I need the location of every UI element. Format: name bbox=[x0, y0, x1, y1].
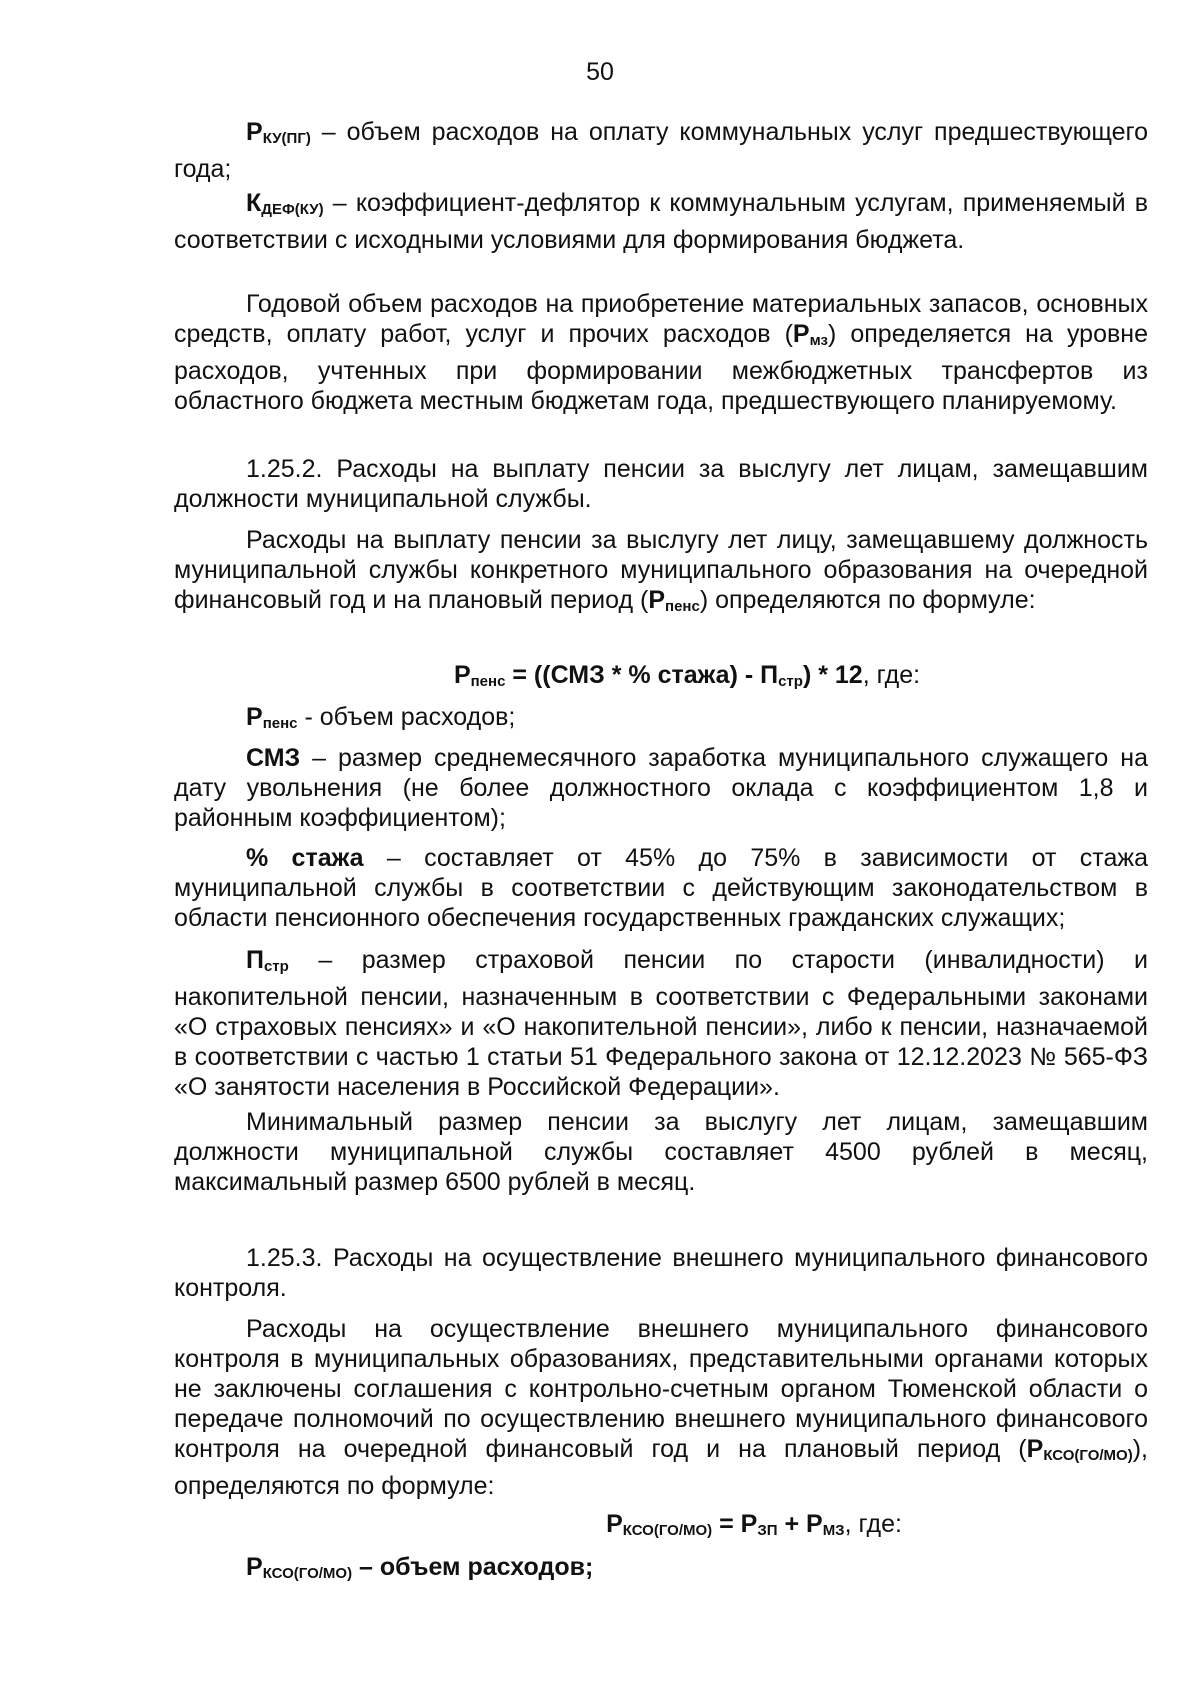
symbol: К bbox=[246, 189, 262, 217]
symbol-subscript: пенс bbox=[470, 673, 506, 690]
section-1-25-3: 1.25.3. Расходы на осуществление внешнего муниципального финансового контроля. bbox=[174, 1244, 1148, 1302]
symbol-subscript: МЗ bbox=[822, 1522, 845, 1539]
symbol: Р bbox=[453, 661, 471, 689]
definition-percent-stazh bbox=[174, 843, 1148, 933]
paragraph-text: – объем расходов; bbox=[352, 1553, 594, 1581]
formula-part: = ((СМЗ * % стажа) - П bbox=[505, 661, 779, 689]
paragraph-text: Годовой объем расходов на приобретение материальных запасов, основных средств, оплату работ, услуг и прочих расходов ( bbox=[174, 290, 1148, 348]
symbol: Р bbox=[1026, 1435, 1044, 1463]
symbol-subscript: КСО(ГО/МО) bbox=[1043, 1447, 1133, 1464]
symbol: Р bbox=[246, 1553, 263, 1581]
paragraph-text: - объем расходов; bbox=[297, 703, 516, 731]
paragraph-text: Расходы на осуществление внешнего муниципального финансового контроля в муниципальных образованиях, представительными органами которых не заключены соглашения с контрольно-счетным органом Тюменской области о передаче полномочий по осуществлению внешнего муниципального финансового контроля на очередной финансовый год и на плановый период ( bbox=[174, 1315, 1148, 1463]
symbol-subscript: пенс bbox=[262, 715, 298, 732]
definition-smz bbox=[174, 743, 1148, 833]
paragraph-text: – объем расходов на оплату коммунальных услуг предшествующего года; bbox=[174, 118, 1148, 183]
symbol-subscript: КСО(ГО/МО) bbox=[262, 1565, 353, 1582]
symbol: Р bbox=[792, 320, 810, 348]
symbol-subscript: КСО(ГО/МО) bbox=[622, 1522, 713, 1539]
symbol-subscript: стр bbox=[263, 958, 289, 975]
symbol: Р bbox=[606, 1510, 623, 1538]
paragraph-text: – размер страховой пенсии по старости (инвалидности) и накопительной пенсии, назначенным в соответствии с Федеральными законами «О страховых пенсиях» и «О накопительной пенсии», либо к пенсии, назначаемой в соответствии с частью 1 статьи 51 Федерального закона от 12.12.2023 № 565-ФЗ «О занятости населения в Российской Федерации». bbox=[174, 946, 1148, 1101]
formula-pension bbox=[200, 660, 1174, 697]
definition-p-str bbox=[174, 945, 1148, 1102]
term: % стажа bbox=[246, 844, 364, 872]
paragraph-text: – коэффициент-дефлятор к коммунальным услугам, применяемый в соответствии с исходными условиями для формирования бюджета. bbox=[174, 189, 1148, 254]
paragraph-text: ) определяются по формуле: bbox=[699, 586, 1036, 614]
paragraph-text: Расходы на выплату пенсии за выслугу лет лицу, замещавшему должность муниципальной службы конкретного муниципального образования на очередной финансовый год и на плановый период ( bbox=[174, 526, 1148, 614]
symbol-subscript: КУ(ПГ) bbox=[262, 130, 311, 147]
paragraph-annual-expenses bbox=[174, 289, 1148, 416]
formula-part: ) * 12 bbox=[802, 661, 863, 689]
formula-part: = Р bbox=[712, 1510, 758, 1538]
paragraph-text: ), определяются по формуле: bbox=[174, 1435, 1148, 1500]
paragraph-pension-expenses bbox=[174, 525, 1148, 622]
section-1-25-2: 1.25.2. Расходы на выплату пенсии за выслугу лет лицам, замещавшим должности муниципальной службы. bbox=[174, 455, 1148, 513]
formula-part: + Р bbox=[777, 1510, 823, 1538]
page-number: 50 bbox=[586, 58, 614, 86]
symbol-subscript: ЗП bbox=[757, 1522, 778, 1539]
symbol-subscript: стр bbox=[778, 673, 803, 690]
definition-p-pens bbox=[174, 702, 1148, 739]
symbol: Р bbox=[246, 703, 263, 731]
symbol-subscript: мз bbox=[809, 332, 828, 349]
paragraph-pension-limits: Минимальный размер пенсии за выслугу лет лицам, замещавшим должности муниципальной службы составляет 4500 рублей в месяц, максимальный размер 6500 рублей в месяц. bbox=[174, 1108, 1148, 1196]
symbol-subscript: пенс bbox=[665, 598, 700, 615]
symbol: Р bbox=[648, 586, 666, 614]
paragraph-text: – размер среднемесячного заработка муниципального служащего на дату увольнения (не более должностного оклада с коэффициентом 1,8 и районным коэффициентом); bbox=[174, 744, 1148, 832]
paragraph-k-def-ku bbox=[174, 188, 1148, 255]
paragraph-control-expenses bbox=[174, 1314, 1148, 1501]
term: СМЗ bbox=[246, 744, 301, 772]
paragraph-p-ku-pg bbox=[174, 117, 1148, 184]
paragraph-text: – составляет от 45% до 75% в зависимости от стажа муниципальной службы в соответствии с действующим законодательством в области пенсионного обеспечения государственных гражданских служащих; bbox=[174, 844, 1148, 932]
paragraph-text: ) определяется на уровне расходов, учтенных при формировании межбюджетных трансфертов из областного бюджета местным бюджетам года, предшествующего планируемому. bbox=[174, 320, 1148, 415]
definition-p-kso bbox=[174, 1552, 1148, 1589]
symbol: П bbox=[246, 946, 264, 974]
symbol: Р bbox=[246, 118, 263, 146]
formula-tail: , где: bbox=[862, 661, 921, 689]
formula-tail: , где: bbox=[844, 1510, 902, 1538]
symbol-subscript: ДЕФ(КУ) bbox=[261, 201, 324, 218]
formula-kso bbox=[360, 1509, 1148, 1546]
